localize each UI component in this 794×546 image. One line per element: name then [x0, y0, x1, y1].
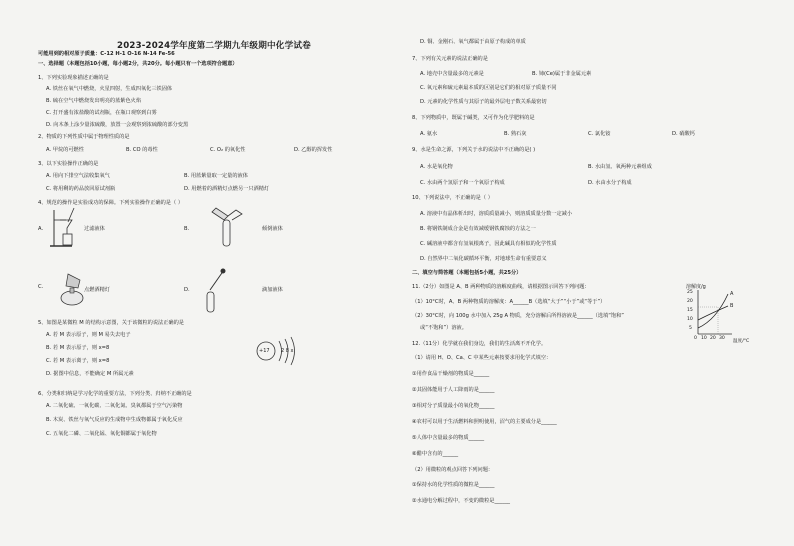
q12-item-1: ①用作食品干燥剂的物质是______: [412, 371, 490, 377]
q9-option-c: C. 水由两个氢原子和一个氧原子构成: [420, 180, 505, 186]
q8-option-d: D. 硝酸钙: [672, 131, 695, 137]
atomic-masses: 可能用到的相对原子质量：C-12 H-1 O-16 N-14 Fe-56: [38, 51, 175, 57]
section-2-heading: 二、填空与简答题（本题包括5小题，共25分）: [412, 270, 522, 276]
q7-stem: 7、下列有关元素的说法正确的是: [412, 56, 488, 62]
graph-xtick: 30: [719, 336, 725, 341]
graph-ytick: 5: [689, 326, 692, 331]
graph-ytick: 10: [687, 317, 693, 322]
q10-option-d: D. 自然界中二氧化碳循环平衡，对地球生命有重要意义: [420, 256, 547, 262]
q6-option-a: A. 二氧化硫、一氧化碳、二氧化氮、臭氧都属于空气污染物: [46, 403, 183, 409]
q3-option-b: B. 用蓝紫量取一定量的液体: [184, 173, 248, 179]
graph-xtick: 20: [710, 336, 716, 341]
graph-ytick: 25: [687, 290, 693, 295]
q2-option-a: A. 甲烷的可燃性: [46, 147, 84, 153]
graph-xlabel: 温度/°C: [733, 339, 750, 344]
exam-title: 2023-2024学年度第二学期九年级期中化学试卷: [117, 41, 311, 51]
q1-option-d: D. 向木条上涂少量浓硫酸，放置一会观察到浓硫酸的部分变黑: [46, 122, 189, 128]
atom-shells-label: 2 8 x: [281, 348, 294, 354]
q2-option-c: C. O₂ 的氧化性: [210, 147, 246, 153]
q5-stem: 5、如图是某微粒 M 的结构示意图，关于该微粒的说法正确的是: [38, 320, 184, 326]
q5-option-a: A. 若 M 表示原子，则 M 易失去电子: [46, 332, 131, 338]
q6-option-b: B. 木炭、铁丝与氧气反应的生成物中生成物都属于氧化反应: [46, 417, 183, 423]
q2-stem: 2、物质的下列性质中属于物理性质的是: [38, 134, 130, 140]
q3-option-d: D. 用燃着的酒精灯点燃另一只酒精灯: [184, 186, 270, 192]
q8-option-c: C. 氯化铵: [588, 131, 611, 137]
q6-stem: 6、分类和归纳是学习化学的重要方法，下列分类、归纳不正确的是: [38, 391, 192, 397]
q8-option-b: B. 熟石灰: [504, 131, 527, 137]
q12-part-2: （2）用微粒的观点回答下列问题：: [412, 467, 494, 473]
graph-ylabel: 溶解度/g: [686, 284, 706, 290]
pouring-liquid-icon: [210, 206, 244, 248]
q9-stem: 9、水是生命之源，下列关于水的说法中不正确的是( ): [412, 147, 536, 153]
q7-option-c: C. 氧元素和硫元素最本质的区别是它们的相对原子质量不同: [420, 85, 557, 91]
q9-option-a: A. 水是氧化物: [420, 164, 453, 170]
graph-curve-a-label: A: [730, 291, 734, 297]
q10-option-b: B. 将钢铁制成合金是有效减缓钢铁腐蚀的方法之一: [420, 226, 536, 232]
q6-option-c: C. 五氧化二磷、二氧化锰、氧化铜都属于氧化物: [46, 431, 157, 437]
q12-subitem-2: ②水通电分解过程中，不变的微粒是______: [412, 498, 511, 504]
q11-stem: 11.（2分）如图是 A、B 两种物质的溶解度曲线，请根据图示回答下列问题：: [412, 284, 590, 290]
q1-option-c: C. 打开盛有浓盐酸的试剂瓶，在瓶口观察到白雾: [46, 110, 157, 116]
graph-xtick: 0: [694, 336, 697, 341]
q4-label-a: 过滤液体: [84, 226, 105, 232]
q1-option-a: A. 铁丝在氧气中燃烧，火星四射，生成四氧化三铁固体: [46, 86, 173, 92]
q8-stem: 8、下列物质中，既属于碱类，又可作为化学肥料的是: [412, 115, 535, 121]
q3-stem: 3、以下实验操作正确的是: [38, 161, 99, 167]
atom-nucleus-label: +17: [259, 348, 270, 354]
q7-option-b: B. 铈(Ce)属于非金属元素: [532, 71, 592, 77]
q12-item-4: ④农村可以用于生活燃料和照明使用，沼气的主要成分是______: [412, 419, 557, 425]
q5-option-d: D. 据图中信息，不能确定 M 所属元素: [46, 371, 134, 377]
q12-stem: 12.（11分）化学就在我们身边，我们的生活离不开化学。: [412, 341, 547, 347]
q5-option-b: B. 若 M 表示原子，则 x=8: [46, 345, 110, 351]
q11-part-2: （2）30°C时，向 100g 水中加入 25g A 物质，充分溶解后所得溶液是______（选填“饱和”: [412, 313, 624, 319]
solubility-graph: [698, 290, 734, 338]
q10-option-a: A. 溶液中有晶体析出时，溶质质量减小，则溶质质量分数一定减小: [420, 211, 573, 217]
graph-xtick: 10: [701, 336, 707, 341]
exam-page: 2023-2024学年度第二学期九年级期中化学试卷 可能用到的相对原子质量：C-12 H-1 O-16 N-14 Fe-56 一、选择题（本题包括10小题，每小题2分，共20分。每小题只有一个选项符合题意） 1、下列实验现象描述正确的是 A. 铁丝在氧气中燃烧，火星四射，生成四氧化三铁固体 B. 硫在空气中燃烧发出明亮的蓝紫色火焰 C. 打开盛有浓盐酸的试剂瓶，在瓶口观察到白雾 D. 向木条上涂少量浓硫酸，放置一会观察到浓硫酸的部分变黑 2、物质的下列性质中属于物理性质的是 A. 甲烷的可燃性 B. CO 的毒性 C. O₂ 的氧化性 D. 乙醇的挥发性 3、以下实验操作正确的是 A. 用向下排空气法收集氧气 B. 用蓝紫量取一定量的液体 C. 将用剩的药品放回原试剂瓶 D. 用燃着的酒精灯点燃另一只酒精灯 4、规范的操作是实验成功的保障。下列实验操作正确的是（ ） A. 过滤液体 B. 倾倒液体 C. 点燃酒精灯 D. 滴加液体 5、如图是某微粒 M 的结构示意图，关于该微粒的说法正确的是 A. 若 M 表示原子，则 M 易失去电子 B. 若 M 表示原子，则 x=8 C. 若 M 表示离子，则 x=8 D. 据图中信息，不能确定 M 所属元素 6、分类和归纳是学习化学的重要方法，下列分类、归纳不正确的是 A. 二氧化硫、一氧化碳、二氧化氮、臭氧都属于空气污染物 B. 木炭、铁丝与氧气反应的生成物中生成物都属于氧化反应 C. 五氧化二磷、二氧化锰、氧化铜都属于氧化物 +17 2 8 x D. 铜、金刚石、氧气都属于由原子构成的单质 7、下列有关元素的说法正确的是 A. 地壳中含量最多的元素是 B. 铈(Ce)属于非金属元素 C. 氧元素和硫元素最本质的区别是它们的相对原子质量不同 D. 元素的化学性质与其原子的最外层电子数关系最密切 8、下列物质中，既属于碱类，又可作为化学肥料的是 A. 氨水 B. 熟石灰 C. 氯化铵 D. 硝酸钙 9、水是生命之源，下列关于水的说法中不正确的是( ) A. 水是氧化物 B. 水由氢、氧两种元素组成 C. 水由两个氢原子和一个氧原子构成 D. 水由水分子构成 10、下列说法中，不正确的是（ ） A. 溶液中有晶体析出时，溶质质量减小，则溶质质量分数一定减小 B. 将钢铁制成合金是有效减缓钢铁腐蚀的方法之一 C. 碱溶液中都含有氢氧根离子，因此碱具有相似的化学性质 D. 自然界中二氧化碳循环平衡，对地球生命有重要意义 二、填空与简答题（本题包括5小题，共25分） 11.（2分）如图是 A、B 两种物质的溶解度曲线，请根据图示回答下列问题： （1）10°C时，A、B 两种物质的溶解度：A______B（选填“大于”“小于”或“等于”） （2）30°C时，向 100g 水中加入 25g A 物质，充分溶解后所得溶液是______（选填“饱和” 或“不饱和”）溶液。 12.（11分）化学就在我们身边，我们的生活离不开化学。 （1）请用 H、O、Ca、C 中某些元素按要求用化学式填空： ①用作食品干燥剂的物质是______ ②其固体能用于人工降雨的是______ ③相对分子质量最小的氧化物______ ④农村可以用于生活燃料和照明使用，沼气的主要成分是______ ⑤人体中含量最多的物质______ ⑥醋中含有的______ （2）用微粒的观点回答下列问题： ①保持水的化学性质的微粒是______ ②水通电分解过程中，不变的微粒是______ 溶解度/g 25 20 15 10 5 A B 0 10 20 30 温度/°C: [38, 39, 750, 504]
q2-option-b: B. CO 的毒性: [126, 147, 158, 153]
dropper-icon: [198, 268, 228, 314]
q4-label-d: 滴加液体: [262, 287, 283, 293]
graph-ytick: 20: [687, 299, 693, 304]
q12-part-1: （1）请用 H、O、Ca、C 中某些元素按要求用化学式填空：: [412, 355, 552, 361]
q10-stem: 10、下列说法中，不正确的是（ ）: [412, 195, 493, 201]
q10-option-c: C. 碱溶液中都含有氢氧根离子，因此碱具有相似的化学性质: [420, 241, 557, 247]
graph-ytick: 15: [687, 308, 693, 313]
alcohol-lamp-icon: [58, 272, 88, 306]
q11-part-1: （1）10°C时，A、B 两种物质的溶解度：A______B（选填“大于”“小于”或“等于”）: [412, 299, 606, 305]
q12-item-2: ②其固体能用于人工降雨的是______: [412, 387, 495, 393]
q9-option-d: D. 水由水分子构成: [588, 180, 632, 186]
q3-option-a: A. 用向下排空气法收集氧气: [46, 173, 110, 179]
q4-label-b: 倾倒液体: [262, 226, 283, 232]
q7-option-d: D. 元素的化学性质与其原子的最外层电子数关系最密切: [420, 99, 547, 105]
q8-option-a: A. 氨水: [420, 131, 438, 137]
q12-item-5: ⑤人体中含量最多的物质______: [412, 435, 485, 441]
q4-stem: 4、规范的操作是实验成功的保障。下列实验操作正确的是（ ）: [38, 200, 184, 206]
q7-option-a: A. 地壳中含量最多的元素是: [420, 71, 484, 77]
graph-curve-b-label: B: [730, 303, 734, 309]
q11-part-2-cont: 或“不饱和”）溶液。: [420, 325, 467, 331]
q6-option-d: D. 铜、金刚石、氧气都属于由原子构成的单质: [420, 39, 526, 45]
q1-stem: 1、下列实验现象描述正确的是: [38, 75, 109, 81]
q3-option-c: C. 将用剩的药品放回原试剂瓶: [46, 186, 116, 192]
q9-option-b: B. 水由氢、氧两种元素组成: [588, 164, 652, 170]
q12-item-3: ③相对分子质量最小的氧化物______: [412, 403, 495, 409]
section-1-heading: 一、选择题（本题包括10小题，每小题2分，共20分。每小题只有一个选项符合题意）: [38, 61, 238, 67]
q12-subitem-1: ①保持水的化学性质的微粒是______: [412, 482, 495, 488]
q4-label-c: 点燃酒精灯: [84, 287, 110, 293]
q2-option-d: D. 乙醇的挥发性: [294, 147, 333, 153]
q12-item-6: ⑥醋中含有的______: [412, 451, 459, 457]
q5-option-c: C. 若 M 表示离子，则 x=8: [46, 358, 110, 364]
q1-option-b: B. 硫在空气中燃烧发出明亮的蓝紫色火焰: [46, 98, 142, 104]
filtration-apparatus-icon: [50, 208, 84, 248]
